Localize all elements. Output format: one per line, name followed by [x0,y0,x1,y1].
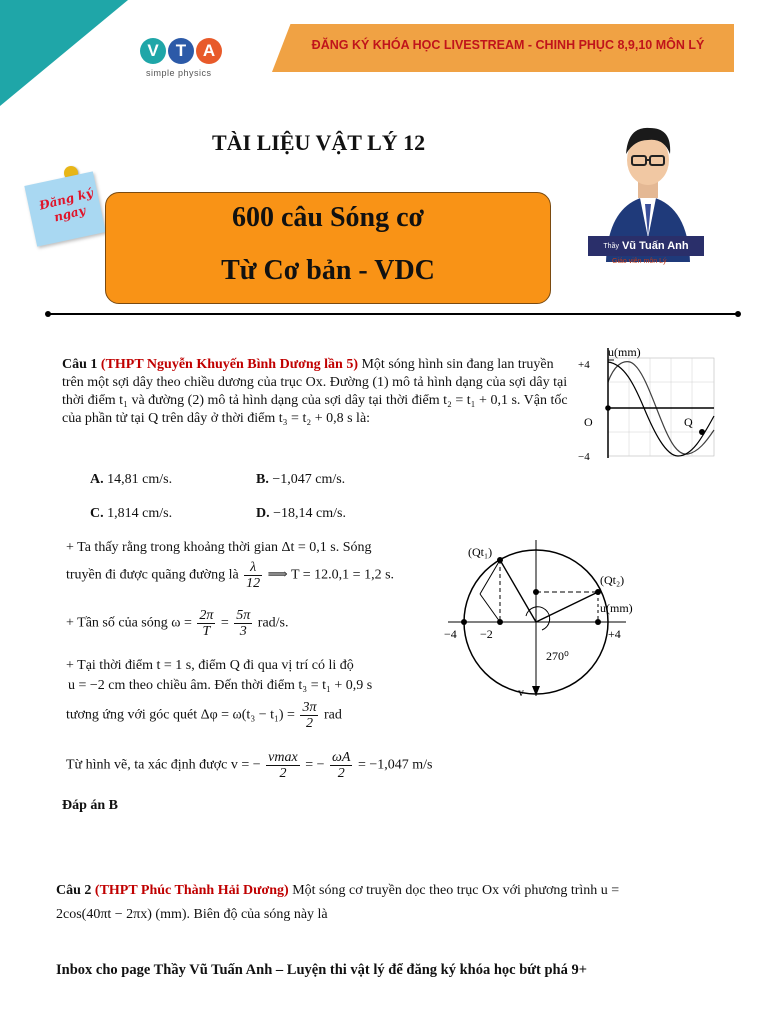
solution-line-3a: + Tần số của sóng ω = [66,615,192,631]
solution-line-3b: rad/s. [257,615,289,631]
header-divider [48,313,738,315]
frac-num: 5π [236,608,251,623]
frac-den: 2 [305,716,313,731]
question-2-text-line2: 2cos(40πt − 2πx) (mm). Biên độ của sóng này là [56,907,328,922]
frac-num: λ [244,560,262,576]
frac-den: 12 [246,576,261,591]
fraction-omega-a-2 [330,750,352,781]
solution-line-2b: ⟹ T = 12.0,1 = 1,2 s. [267,567,395,583]
option-a-value: 14,81 cm/s. [107,472,173,487]
logo-letter-t: T [168,38,194,64]
frac-num: 3π [302,700,317,715]
question-2-text-line1: Một sóng cơ truyền dọc theo trục Ox với phương trình u = [292,883,620,898]
frac-num: ωA [332,750,351,765]
option-c-value: 1,814 cm/s. [107,506,173,521]
title-box-line1: 600 câu Sóng cơ [231,202,425,233]
logo-letter-a: A [196,38,222,64]
question-1-source: (THPT Nguyễn Khuyến Bình Dương lần 5) [100,357,358,372]
wave-graph-origin: O [584,415,593,429]
solution-line-1: + Ta thấy rằng trong khoảng thời gian Δt = 0,1 s. Sóng [66,540,372,555]
solution-line-7 [66,750,432,781]
frac-den: 3 [239,624,247,639]
wave-graph [574,338,724,468]
solution-line-7b: = −1,047 m/s [357,757,433,773]
option-a-key: A. [90,472,104,487]
solution-line-3-eq: = [220,615,229,631]
phasor-label-qt1: (Qt₁) [468,545,493,559]
option-d-key: D. [256,506,270,521]
solution-line-5: u = −2 cm theo chiều âm. Đến thời điểm t₃ = t₁ + 0,9 s [68,678,373,693]
option-d-value: −18,14 cm/s. [273,506,346,521]
frac-num: 2π [199,608,214,623]
teacher-prefix: Thầy [603,242,619,250]
fraction-5pi-3 [234,608,252,639]
solution-line-6b: rad [323,707,342,723]
solution-line-7-eq: = − [305,757,325,773]
header-teal-triangle [0,0,128,106]
wave-graph-y-bottom: −4 [578,451,590,463]
footer-cta[interactable]: Inbox cho page Thầy Vũ Tuấn Anh – Luyện thi vật lý để đăng ký khóa học bứt phá 9+ [56,962,587,978]
phasor-circle-diagram [440,536,650,706]
answer-1: Đáp án B [62,798,119,813]
frac-den: 2 [279,766,287,781]
fraction-2pi-t [197,608,215,639]
frac-den: 2 [337,766,345,781]
divider-dot-left [45,311,51,317]
phasor-minus-4: −4 [444,627,457,641]
option-c-key: C. [90,506,104,521]
solution-line-4: + Tại thời điểm t = 1 s, điểm Q đi qua vị trí có li độ [66,658,354,673]
wave-graph-point-q: Q [684,415,693,429]
option-a[interactable] [90,472,172,488]
wave-graph-axis-label: u(mm) [608,345,641,359]
phasor-plus-4: +4 [608,627,621,641]
option-b-value: −1,047 cm/s. [272,472,346,487]
solution-line-6 [66,700,342,731]
divider-dot-right [735,311,741,317]
teacher-name-tag [588,236,704,256]
fraction-lambda-12 [244,560,262,591]
fraction-3pi-2 [300,700,318,731]
option-d[interactable] [256,506,346,522]
question-2 [56,882,716,900]
teacher-name: Vũ Tuấn Anh [621,240,689,252]
option-c[interactable] [90,506,172,522]
frac-num: vmax [268,750,298,765]
question-2-label: Câu 2 [56,883,92,898]
solution-line-7a: Từ hình vẽ, ta xác định được v = − [66,757,261,773]
wave-graph-y-top: +4 [578,359,590,371]
sticky-note-text: Đăng ký ngay [37,185,95,225]
phasor-v-label: v [518,685,524,699]
option-b[interactable] [256,472,345,488]
question-1 [62,356,568,428]
option-b-key: B. [256,472,269,487]
question-1-text: Một sóng hình sin đang lan truyền trên một sợi dây theo chiều dương của trục Ox. Đường (1) mô tả hình dạng của sợi dây tại thời điểm t₁ và đường (2) mô tả hình dạng của sợi dây tại thời điểm t₂ = t₁ + 0,1 s. Vận tốc của phần tử tại Q trên dây ở thời điểm t₃ = t₂ + 0,8 s là: [62,357,568,426]
solution-line-2a: truyền đi được quãng đường là [66,567,239,583]
phasor-angle: 270⁰ [546,649,569,663]
phasor-axis-label: u(mm) [600,601,633,615]
solution-line-6a: tương ứng với góc quét Δφ = ω(t₃ − t₁) = [66,707,295,723]
solution-line-2 [66,560,394,591]
question-2-source: (THPT Phúc Thành Hải Dương) [94,883,289,898]
frac-den: T [202,624,211,639]
banner-text: ĐĂNG KÝ KHÓA HỌC LIVESTREAM - CHINH PHỤC 8,9,10 MÔN LÝ [311,38,705,52]
teacher-role: Giáo viên môn Lý [612,258,667,265]
title-box-line2: Từ Cơ bản - VDC [221,255,435,286]
vta-logo[interactable] [140,38,222,64]
document-title: TÀI LIỆU VẬT LÝ 12 [212,130,426,155]
logo-subtitle: simple physics [146,68,212,78]
fraction-vmax-2 [266,750,300,781]
logo-letter-v: V [140,38,166,64]
phasor-minus-2: −2 [480,627,493,641]
phasor-label-qt2: (Qt₂) [600,573,625,587]
solution-line-3 [66,608,289,639]
question-1-label: Câu 1 [62,357,98,372]
